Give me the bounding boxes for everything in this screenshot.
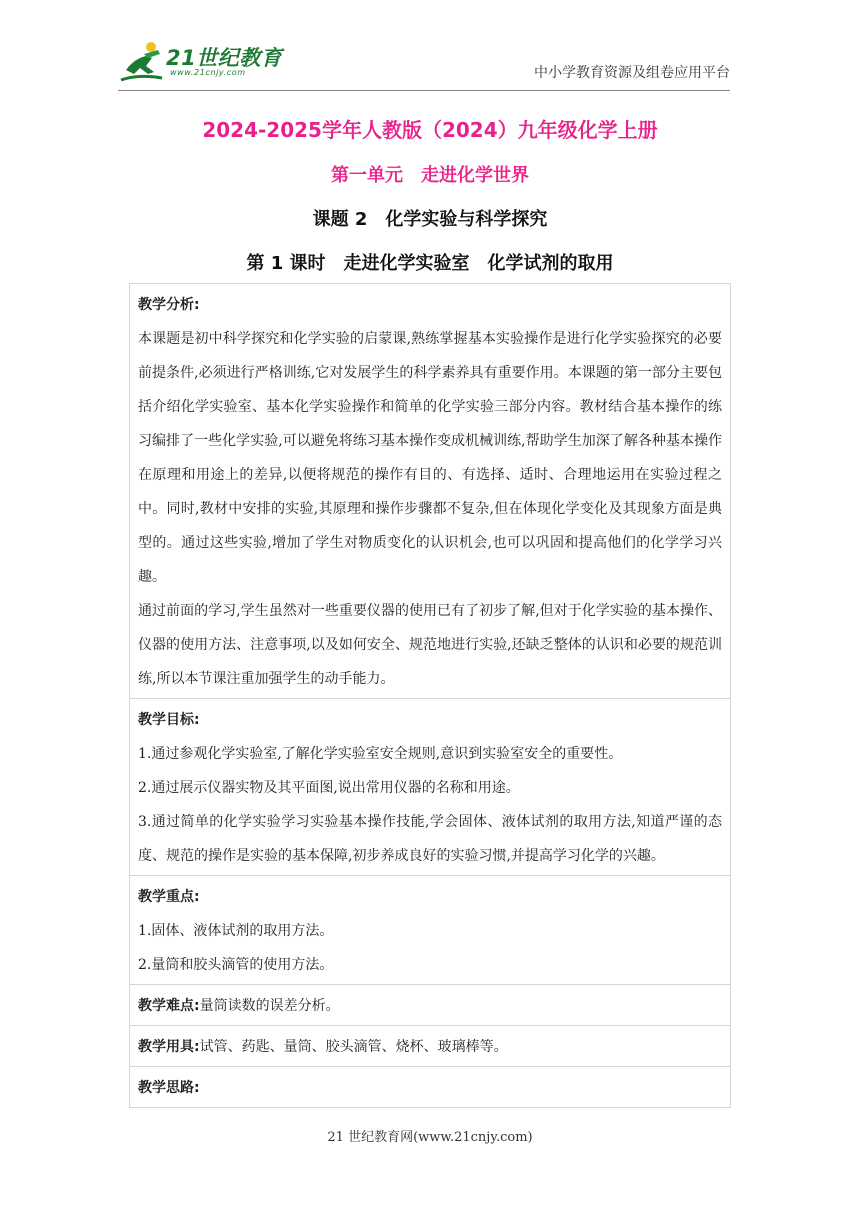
logo-url: www.21cnjy.com — [170, 68, 246, 77]
runner-logo-icon — [118, 40, 168, 86]
platform-name: 中小学教育资源及组卷应用平台 — [534, 65, 730, 81]
objectives-label: 教学目标: — [138, 712, 200, 728]
analysis-paragraph: 本课题是初中科学探究和化学实验的启蒙课,熟练掌握基本实验操作是进行化学实验探究的必要前提条件,必须进行严格训练,它对发展学生的科学素养具有重要作用。本课题的第一部分主要包括介绍化学实验室、基本化学实验操作和简单的化学实验三部分内容。教材结合基本操作的练习编排了一些化学实验,可以避免将练习基本操作变成机械训练,帮助学生加深了解各种基本操作在原理和用途上的差异,以便将规范的操作有目的、有选择、适时、合理地运用在实验过程之中。同时,教材中安排的实验,其原理和操作步骤都不复杂,但在体现化学变化及其现象方面是典型的。通过这些实验,增加了学生对物质变化的认识机会,也可以巩固和提高他们的化学学习兴趣。 — [138, 331, 722, 585]
tools-text: 试管、药匙、量筒、胶头滴管、烧杯、玻璃棒等。 — [199, 1039, 508, 1055]
approach-label: 教学思路: — [138, 1080, 200, 1096]
objective-item: 1.通过参观化学实验室,了解化学实验室安全规则,意识到实验室安全的重要性。 — [138, 746, 623, 762]
analysis-row — [130, 284, 731, 699]
key-points-label: 教学重点: — [138, 889, 200, 905]
approach-row — [130, 1067, 731, 1108]
difficulty-row — [130, 985, 731, 1026]
analysis-label: 教学分析: — [138, 297, 200, 313]
objectives-row — [130, 699, 731, 876]
objectives-cell — [130, 699, 731, 876]
key-points-row — [130, 876, 731, 985]
unit-title: 第一单元 走进化学世界 — [331, 165, 529, 186]
approach-cell — [130, 1067, 731, 1108]
tools-row — [130, 1026, 731, 1067]
objective-item: 2.通过展示仪器实物及其平面图,说出常用仪器的名称和用途。 — [138, 780, 520, 796]
difficulty-cell — [130, 985, 731, 1026]
logo — [118, 40, 288, 86]
page-header — [118, 40, 730, 86]
tools-label: 教学用具: — [138, 1039, 200, 1055]
logo-text: 21世纪教育 — [166, 46, 283, 70]
difficulty-text: 量筒读数的误差分析。 — [199, 998, 340, 1014]
difficulty-label: 教学难点: — [138, 998, 200, 1014]
key-points-cell — [130, 876, 731, 985]
tools-cell — [130, 1026, 731, 1067]
header-divider — [118, 90, 730, 91]
key-point-item: 1.固体、液体试剂的取用方法。 — [138, 923, 334, 939]
topic-title: 课题 2 化学实验与科学探究 — [312, 209, 548, 230]
analysis-cell — [130, 284, 731, 699]
analysis-paragraph: 通过前面的学习,学生虽然对一些重要仪器的使用已有了初步了解,但对于化学实验的基本操作、仪器的使用方法、注意事项,以及如何安全、规范地进行实验,还缺乏整体的认识和必要的规范训练,所以本节课注重加强学生的动手能力。 — [138, 603, 722, 687]
lesson-plan-table — [129, 283, 731, 1108]
main-title: 2024-2025学年人教版（2024）九年级化学上册 — [202, 118, 658, 142]
objective-item: 3.通过简单的化学实验学习实验基本操作技能,学会固体、液体试剂的取用方法,知道严谨的态度、规范的操作是实验的基本保障,初步养成良好的实验习惯,并提高学习化学的兴趣。 — [138, 814, 722, 864]
page-footer: 21 世纪教育网(www.21cnjy.com) — [327, 1130, 533, 1145]
key-point-item: 2.量筒和胶头滴管的使用方法。 — [138, 957, 334, 973]
lesson-title: 第 1 课时 走进化学实验室 化学试剂的取用 — [246, 253, 614, 274]
